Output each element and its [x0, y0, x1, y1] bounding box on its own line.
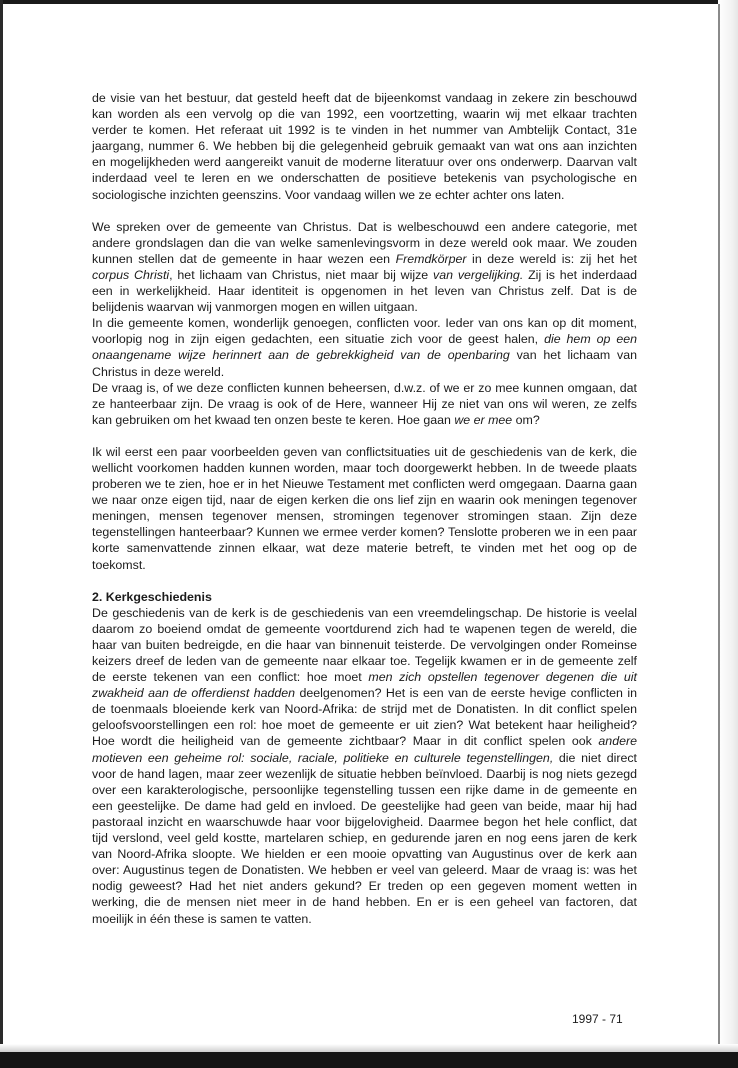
- text-run: De vraag is, of we deze conflicten kunnen beheersen, d.w.z. of we er zo mee kunnen omgaan, dat ze hanteerbaar zijn. De vraag is ook of de Here, wanneer Hij ze niet van ons wil weren, ze zelfs kan gebruiken om het kwaad ten onzen beste te keren. Hoe gaan: [92, 380, 637, 427]
- text-run: die niet direct voor de hand lagen, maar zeer wezenlijk de situatie hebben beïnvloed. Daarbij is nog niets gezegd over een karakterologische, persoonlijke tegenstelling tussen een rijke dame in de gemeente en een geestelijke. De dame had geld en invloed. De geestelijke had geen van beide, maar hij had pastoraal inzicht en waarschuwde haar voor bijgelovigheid. Daarmee begon het hele conflict, dat tijd verslond, veel geld kostte, martelaren schiep, en gedurende jaren en nog eens jaren de kerk van Noord-Afrika sloopte. We hielden er een mooie opvatting van Augustinus over de kerk aan over: Augustinus tegen de Donatisten. We hebben er veel van geleerd. Maar de vraag is: was het nodig geweest? Had het niet anders gekund? Er treden op een gegeven moment wetten in werking, die de mensen niet meer in de hand hebben. En er is een geheel van factoren, dat moeilijk in één these is samen te vatten.: [92, 750, 637, 926]
- paragraph: [92, 90, 637, 203]
- section-heading: 2. Kerkgeschiedenis: [92, 589, 212, 604]
- paragraph-gap: [92, 428, 637, 444]
- paragraph: [92, 605, 637, 927]
- italic-text: van vergelijking.: [433, 267, 524, 282]
- italic-text: corpus Christi: [92, 267, 170, 282]
- paragraph-gap: [92, 203, 637, 219]
- paragraph: [92, 219, 637, 316]
- text-run: Ik wil eerst een paar voorbeelden geven van conflictsituaties uit de geschiedenis van de kerk, die wellicht voorkomen hadden kunnen worden, maar toch doorgewerkt hebben. In de tweede plaats proberen we te zien, hoe er in het Nieuwe Testament met conflicten werd omgegaan. Daarna gaan we naar onze eigen tijd, naar de eigen kerken die ons lief zijn en waarin ook meningen tegenover meningen, mensen tegenover mensen, stromingen tegenover stromingen staan. Zijn deze tegenstellingen hanteerbaar? Kunnen we ermee verder komen? Tenslotte proberen we in een paar korte samenvattende zinnen elkaar, wat deze materie betreft, te vinden met het oog op de toekomst.: [92, 444, 637, 572]
- italic-text: men zich opstellen tegenover degenen die uit zwakheid aan de offerdienst hadden: [92, 670, 637, 701]
- italic-text: we er mee: [454, 412, 513, 427]
- scan-border-top: [0, 0, 738, 4]
- paragraph: [92, 315, 637, 379]
- text-run: deelgenomen? Het is een van de eerste hevige conflicten in de toenmaals bloeiende kerk van Noord-Afrika: de strijd met de Donatisten. In dit conflict spelen geloofsvoorstellingen een rol: hoe moet de gemeente er uit zien? Wat betekent haar heiligheid? Hoe wordt die heiligheid van de gemeente zichtbaar? Maar in dit conflict spelen ook: [92, 686, 637, 749]
- paragraph: [92, 380, 637, 428]
- scan-shadow-bottom: [0, 1044, 738, 1052]
- scan-edge-right: [718, 4, 720, 1054]
- italic-text: Fremdkörper: [395, 251, 467, 266]
- text-run: We spreken over de gemeente van Christus. Dat is welbeschouwd een andere categorie, met andere grondslagen dan die van welke samenlevingsvorm in deze wereld ook maar. We zouden kunnen stellen dat de gemeente in haar wezen een: [92, 219, 637, 266]
- paragraph-gap: [92, 573, 637, 589]
- scan-border-bottom: [0, 1052, 738, 1068]
- page-body: [92, 90, 637, 927]
- text-run: de visie van het bestuur, dat gesteld heeft dat de bijeenkomst vandaag in zekere zin beschouwd kan worden als een vervolg op die van 1992, een voortzetting, waarin wij met elkaar trachten verder te komen. Het referaat uit 1992 is te vinden in het nummer van Ambtelijk Contact, 31e jaargang, nummer 6. We hebben bij die gelegenheid gebruik gemaakt van wat ons aan inzichten en mogelijkheden werd aangereikt vanuit de moderne literatuur over ons onderwerp. Daarvan valt inderdaad veel te leren en we onderschatten de positieve betekenis van psychologische en sociologische inzichten geenszins. Voor vandaag willen we ze echter achter ons laten.: [92, 91, 637, 202]
- scan-shadow-right: [718, 0, 738, 1068]
- text-run: , het lichaam van Christus, niet maar bij wijze: [169, 267, 434, 282]
- scan-border-left: [0, 0, 3, 1068]
- text-run: om?: [512, 412, 540, 427]
- text-run: van het lichaam van Christus in deze wereld.: [92, 348, 637, 379]
- text-run: Zij is het inderdaad een in werkelijkheid. Haar identiteit is opgenomen in het leven van Christus zelf. Dat is de belijdenis waarvan wij vanmorgen mogen en willen uitgaan.: [92, 267, 637, 315]
- paragraph: [92, 444, 637, 573]
- italic-text: andere motieven een geheime rol: sociale, raciale, politieke en culturele tegenstellingen,: [92, 734, 637, 765]
- text-run: In die gemeente komen, wonderlijk genoegen, conflicten voor. Ieder van ons kan op dit moment, voorlopig nog in zijn eigen gedachten, een situatie zich voor de geest halen,: [92, 316, 637, 347]
- text-run: De geschiedenis van de kerk is de geschiedenis van een vreemdelingschap. De historie is veelal daarom zo boeiend omdat de gemeente voortdurend zich had te wapenen tegen de wereld, die haar van buiten bedreigde, en die haar van binnenuit teisterde. De vervolgingen onder Romeinse keizers dreef de leden van de gemeente naar elkaar toe. Tegelijk kwamen er in de gemeente zelf de eerste tekenen van een conflict: hoe moet: [92, 605, 637, 685]
- page-number: 1997 - 71: [572, 1012, 623, 1026]
- italic-text: die hem op een onaangename wijze herinnert aan de gebrekkigheid van de openbaring: [92, 332, 637, 363]
- text-run: in deze wereld is: zij het het: [466, 251, 637, 266]
